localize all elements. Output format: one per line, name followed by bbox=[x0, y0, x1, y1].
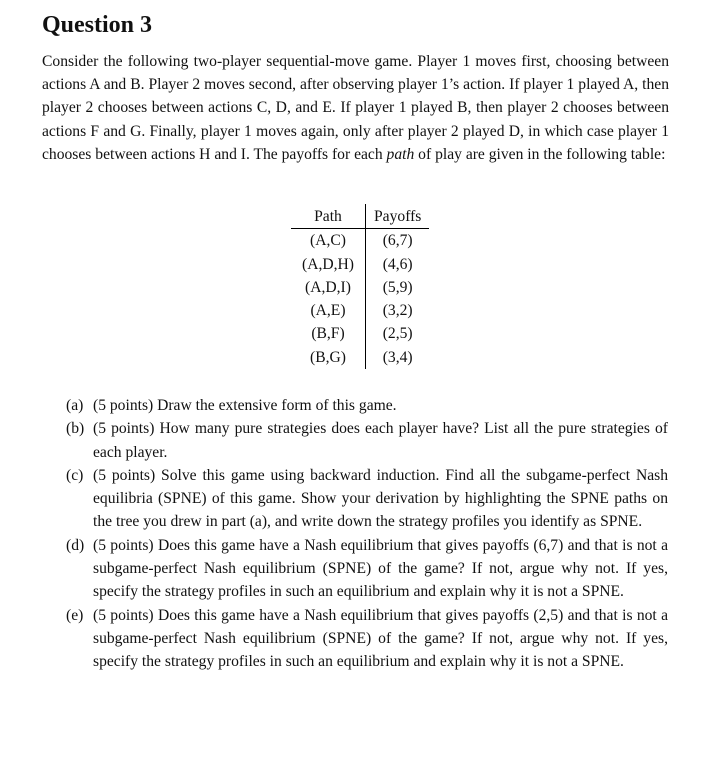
list-item bbox=[60, 534, 668, 604]
header-path: Path bbox=[291, 204, 366, 229]
part-text: (5 points) How many pure strategies does each player have? List all the pure strategies of each player. bbox=[93, 420, 668, 461]
question-parts-list bbox=[60, 394, 668, 674]
payoff-cell: (5,9) bbox=[382, 278, 413, 296]
list-item bbox=[60, 394, 668, 417]
table-row bbox=[291, 253, 429, 276]
payoff-table bbox=[291, 204, 429, 369]
part-label: (e) bbox=[66, 606, 84, 624]
path-cell: (A,C) bbox=[291, 229, 366, 253]
path-cell: (B,F) bbox=[291, 322, 366, 345]
list-item bbox=[60, 417, 668, 464]
question-title: Question 3 bbox=[42, 12, 153, 38]
part-label: (d) bbox=[66, 536, 85, 554]
payoff-cell: (4,6) bbox=[382, 255, 413, 273]
part-label: (c) bbox=[66, 466, 84, 484]
list-item bbox=[60, 464, 668, 534]
table-row bbox=[291, 299, 429, 322]
part-text: (5 points) Does this game have a Nash equilibrium that gives payoffs (6,7) and that is not a subgame-perfect Nash equilibrium (SPNE) of the game? If not, argue why not. If yes, specify the strategy profiles in such an equilibrium and explain why it is not a SPNE. bbox=[93, 536, 668, 601]
payoff-cell: (3,4) bbox=[382, 348, 413, 366]
table-header-row bbox=[291, 204, 429, 229]
header-payoffs: Payoffs bbox=[366, 204, 430, 229]
intro-text-2: of play are given in the following table: bbox=[414, 145, 666, 163]
path-cell: (A,E) bbox=[291, 299, 366, 322]
path-cell: (B,G) bbox=[291, 346, 366, 369]
part-label: (b) bbox=[66, 420, 85, 438]
list-item bbox=[60, 604, 668, 674]
payoff-cell: (3,2) bbox=[382, 302, 413, 320]
payoff-cell: (2,5) bbox=[382, 325, 413, 343]
intro-text-1: Consider the following two-player sequential-move game. Player 1 moves first, choosing between actions A and B. Player 2 moves second, after observing player 1’s action. If player 1 played A, then player 2 chooses between actions C, D, and E. If player 1 played B, then player 2 chooses between actions F and G. Finally, player 1 moves again, only after player 2 played D, in which case player 1 chooses between actions H and I. The payoffs for each bbox=[42, 53, 669, 163]
path-cell: (A,D,H) bbox=[291, 253, 366, 276]
table-row bbox=[291, 276, 429, 299]
table-row bbox=[291, 229, 429, 253]
part-text: (5 points) Draw the extensive form of this game. bbox=[93, 397, 397, 414]
table-row bbox=[291, 322, 429, 345]
payoff-cell: (6,7) bbox=[382, 232, 413, 250]
part-text: (5 points) Solve this game using backward induction. Find all the subgame-perfect Nash equilibria (SPNE) of this game. Show your derivation by highlighting the SPNE paths on the tree you drew in part (a), and write down the strategy profiles you identify as SPNE. bbox=[93, 466, 668, 531]
path-cell: (A,D,I) bbox=[291, 276, 366, 299]
question-intro bbox=[42, 50, 669, 166]
part-label: (a) bbox=[66, 397, 84, 414]
part-text: (5 points) Does this game have a Nash equilibrium that gives payoffs (2,5) and that is not a subgame-perfect Nash equilibrium (SPNE) of the game? If not, argue why not. If yes, specify the strategy profiles in such an equilibrium and explain why it is not a SPNE. bbox=[93, 606, 668, 671]
intro-emphasis: path bbox=[386, 145, 415, 163]
table-row bbox=[291, 346, 429, 369]
